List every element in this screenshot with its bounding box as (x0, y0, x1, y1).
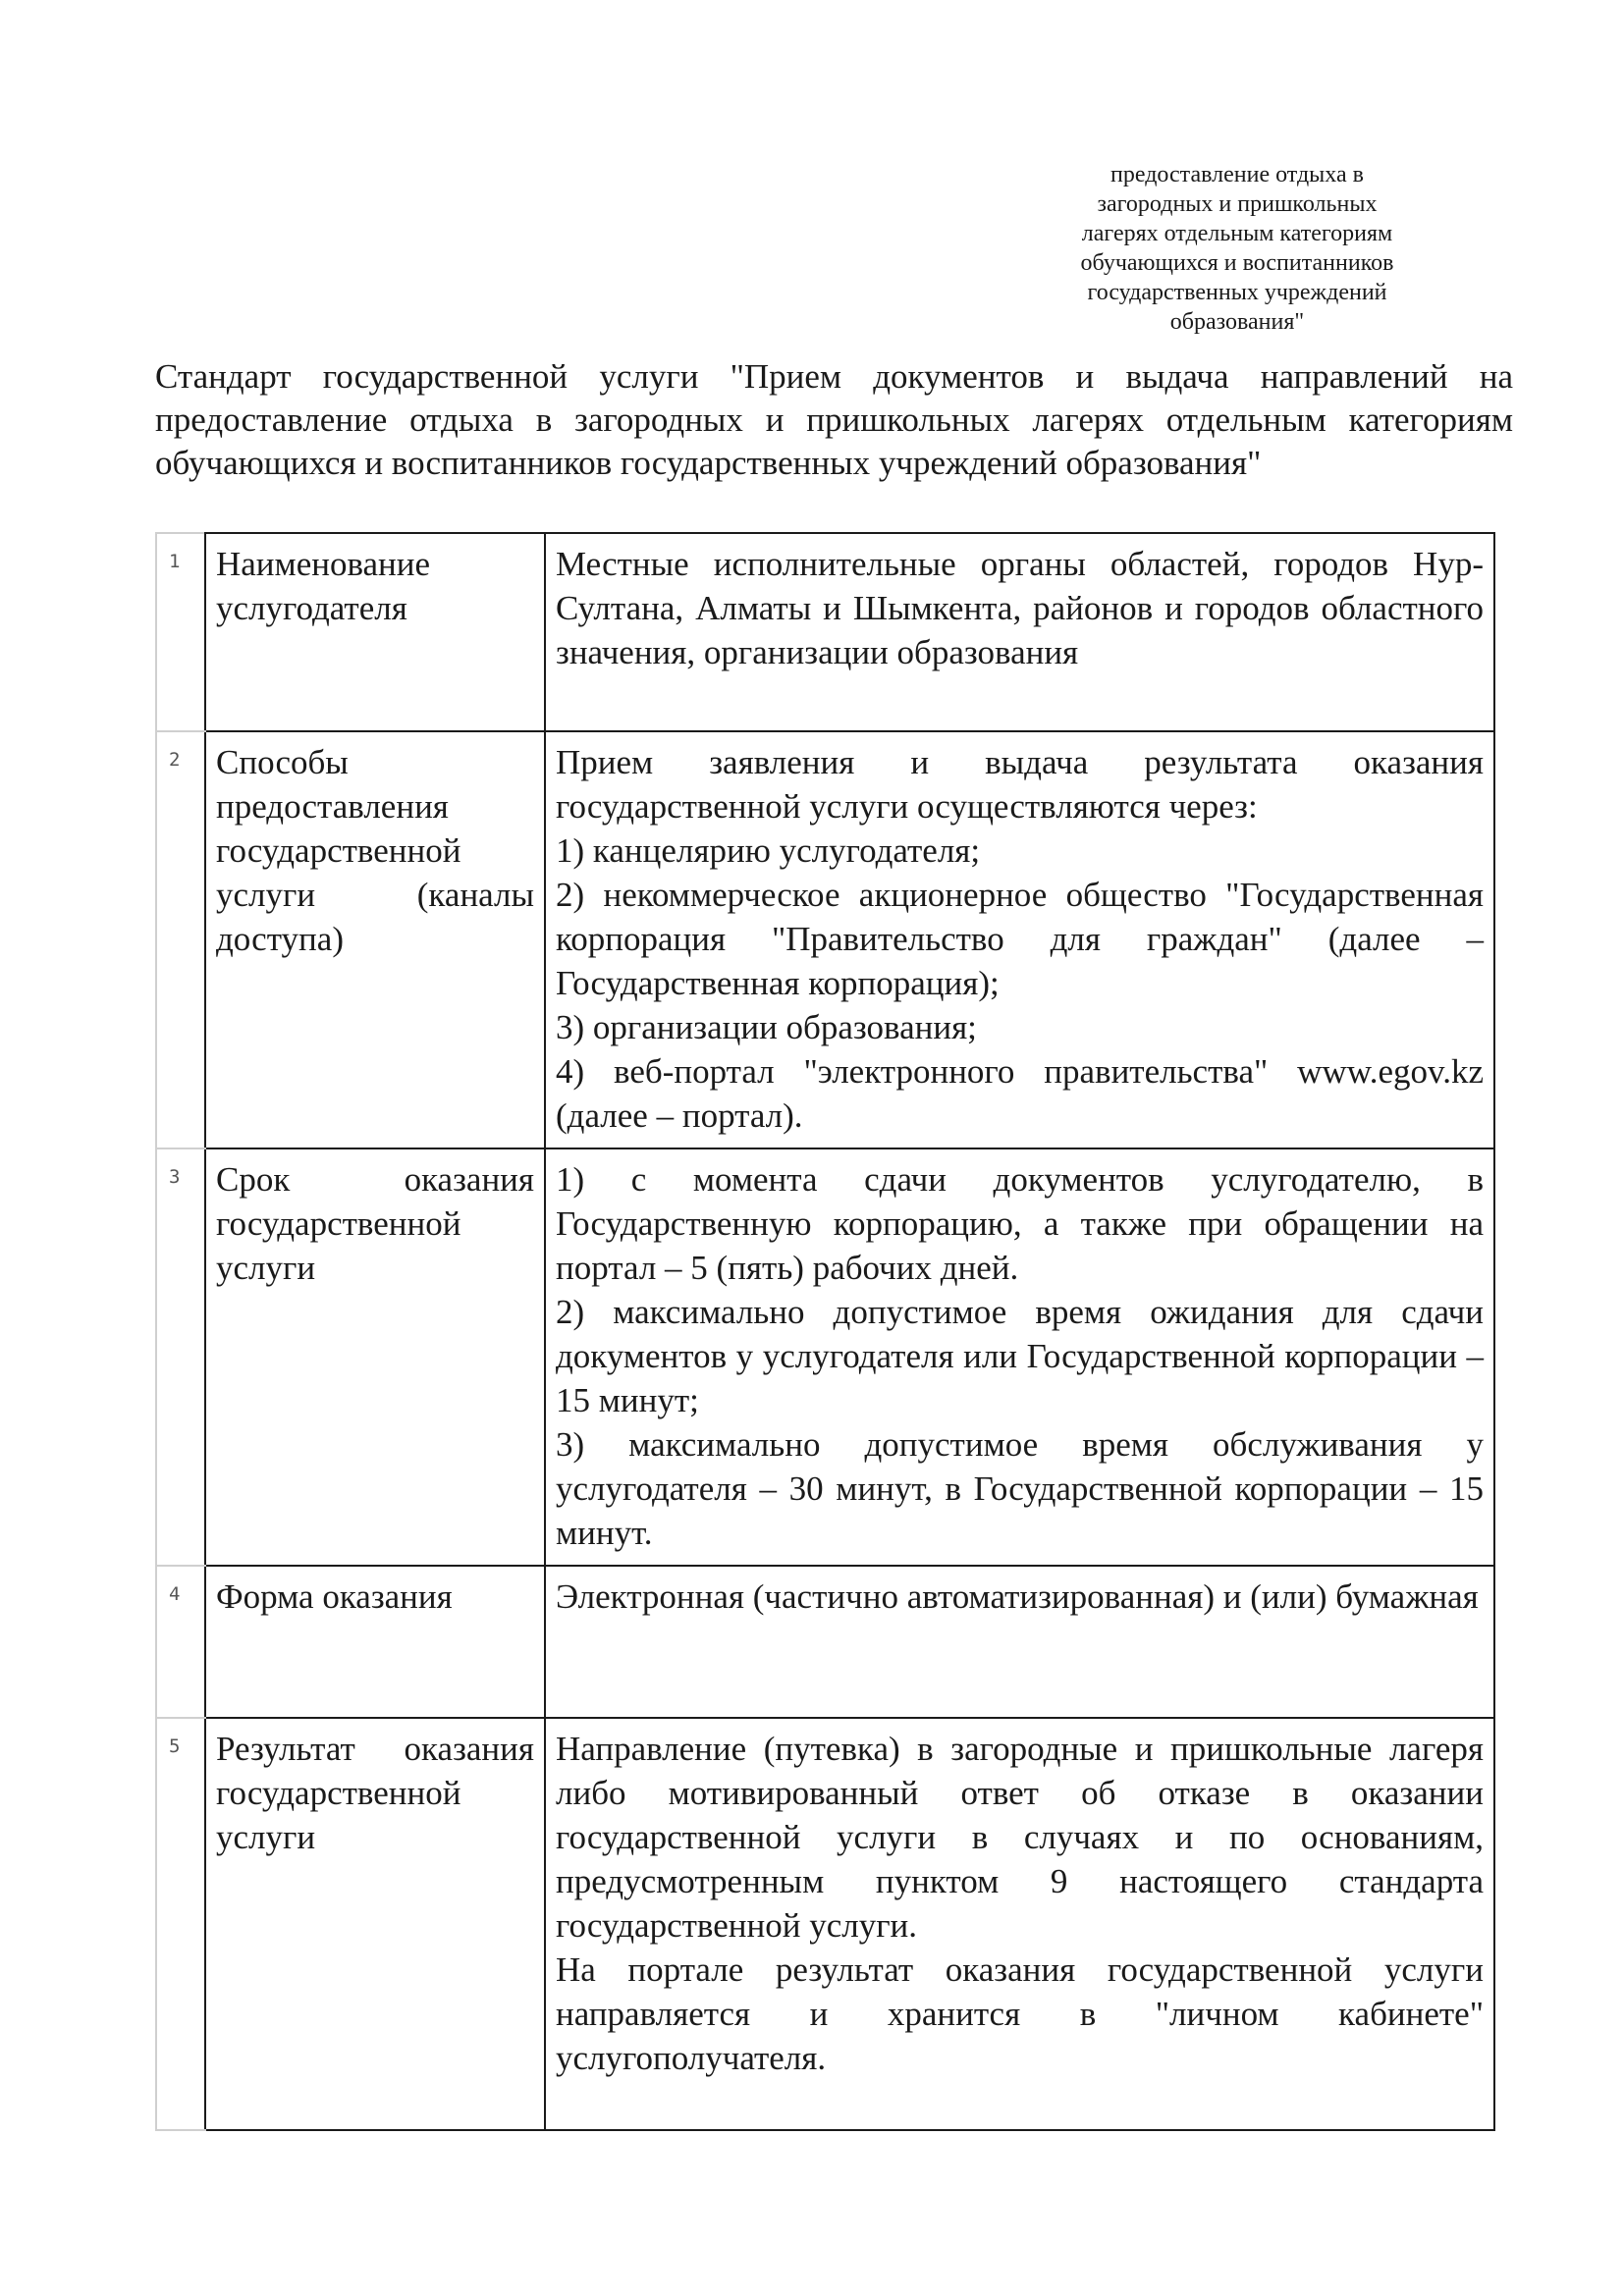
row-label: Форма оказания (205, 1566, 545, 1718)
header-note-line: государственных учреждений (1087, 280, 1387, 305)
row-number: 2 (156, 731, 205, 1148)
row-value: Местные исполнительные органы областей, городов Нур-Султана, Алматы и Шымкента, районов и городов областного значения, организации образования (545, 533, 1494, 731)
header-note-line: лагерях отдельным категориям (1081, 221, 1393, 246)
document-title: Стандарт государственной услуги "Прием документов и выдача направлений на предоставление отдыха в загородных и пришкольных лагерях отдельным категориям обучающихся и воспитанников государственных учреждений образования" (155, 357, 1513, 482)
value-line: Прием заявления и выдача результата оказания государственной услуги осуществляются через: (556, 743, 1484, 826)
value-line: 2) максимально допустимое время ожидания для сдачи документов у услугодателя или Государственной корпорации – 15 минут; (556, 1293, 1484, 1419)
value-line: 1) канцелярию услугодателя; (556, 831, 981, 870)
row-label: Наименование услугодателя (205, 533, 545, 731)
table-row (156, 1148, 1494, 1566)
header-note (1031, 160, 1443, 337)
value-line: На портале результат оказания государственной услуги направляется и хранится в "личном кабинете" услугополучателя. (556, 1950, 1484, 2077)
value-line: 2) некоммерческое акционерное общество "Государственная корпорация "Правительство для граждан" (далее – Государственная корпорация); (556, 876, 1484, 1002)
value-line: Направление (путевка) в загородные и пришкольные лагеря либо мотивированный ответ об отказе в оказании государственной услуги в случаях и по основаниям, предусмотренным пунктом 9 настоящего стандарта государственной услуги. (556, 1730, 1484, 1945)
row-value (545, 1718, 1494, 2130)
header-note-line: образования" (1169, 309, 1305, 335)
value-line: 3) организации образования; (556, 1008, 977, 1046)
value-line: 1) с момента сдачи документов услугодателю, в Государственную корпорацию, а также при обращении на портал – 5 (пять) рабочих дней. (556, 1160, 1484, 1287)
value-line: 4) веб-портал "электронного правительства" www.egov.kz (далее – портал). (556, 1052, 1484, 1135)
header-note-line: предоставление отдыха в (1110, 162, 1364, 187)
table-row (156, 731, 1494, 1148)
standard-table (155, 532, 1495, 2131)
table-row (156, 1566, 1494, 1718)
value-line: 3) максимально допустимое время обслуживания у услугодателя – 30 минут, в Государственной корпорации – 15 минут. (556, 1425, 1484, 1552)
row-number: 3 (156, 1148, 205, 1566)
table-row (156, 533, 1494, 731)
row-label: Способы предоставления государственной услуги (каналы доступа) (205, 731, 545, 1148)
row-label: Результат оказания государственной услуги (205, 1718, 545, 2130)
row-number: 4 (156, 1566, 205, 1718)
row-label: Срок оказания государственной услуги (205, 1148, 545, 1566)
header-note-line: загородных и пришкольных (1097, 191, 1378, 217)
header-note-line: обучающихся и воспитанников (1080, 250, 1394, 276)
row-number: 5 (156, 1718, 205, 2130)
table-row (156, 1718, 1494, 2130)
row-value (545, 1148, 1494, 1566)
row-value: Электронная (частично автоматизированная) и (или) бумажная (545, 1566, 1494, 1718)
row-value (545, 731, 1494, 1148)
row-number: 1 (156, 533, 205, 731)
